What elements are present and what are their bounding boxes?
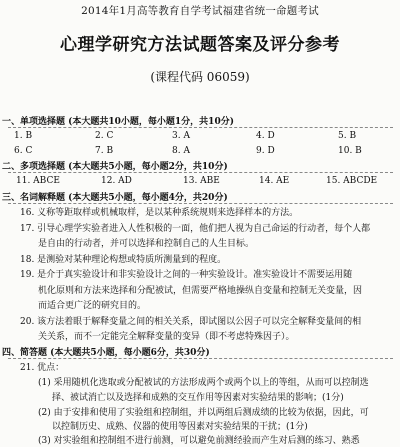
document-title: 心理学研究方法试题答案及评分参考 [60, 35, 340, 55]
answer-item: 15. ABCDE [326, 176, 378, 186]
answer-item: 6. C [14, 146, 33, 156]
answer-item: 13. ABE [183, 176, 220, 186]
answer-row [0, 175, 400, 187]
answer-text-line: 而适合更广泛的研究目的。 [38, 301, 147, 311]
exam-header: 2014年1月高等教育自学考试福建省统一命题考试 [81, 5, 319, 17]
section-divider [8, 203, 393, 204]
answer-item: 4. D [256, 131, 275, 141]
answer-text-line: 以控制历史、成熟、仪器的使用等因素对实验结果的干扰；(1分) [52, 422, 308, 432]
section-divider [8, 127, 393, 128]
section-heading-multiple-choice: 二、多项选择题 (本大题共5小题，每小题2分，共10分) [2, 162, 228, 172]
answer-text-line: 18. 是测验对某种理论构想或特质所测量到的程度。 [20, 255, 227, 265]
answer-item: 3. A [172, 131, 190, 141]
answer-text-line: (1) 采用随机化选取或分配被试的方法形成两个或两个以上的等组，从而可以控制选 [38, 378, 369, 388]
section-heading-term-explanation: 三、名词解释题 (本大题共5小题，每小题4分，共20分) [2, 193, 228, 203]
answer-text-line: 20. 该方法着眼于解释变量之间的相关关系，即试图以公因子可以完全解释变量间的相 [20, 317, 362, 327]
answer-text-line: 19. 是介于真实验设计和非实验设计之间的一种实验设计。准实验设计不需要运用随 [20, 270, 353, 280]
course-code: (课程代码 06059) [150, 70, 250, 84]
answer-text-line: 17. 引导心理学实验者进入人性积极的一面，他们把人视为自己命运的行动者，每个人都 [20, 224, 371, 234]
answer-row [0, 145, 400, 157]
answer-item: 7. B [95, 146, 114, 156]
answer-text-line: 21. 优点： [20, 363, 65, 373]
answer-text-line: (3) 对实验组和控制组不进行前测，可以避免前测经验而产生对后测的练习、熟悉 [38, 436, 360, 446]
section-divider [8, 172, 393, 173]
answer-item: 14. AE [259, 176, 290, 186]
answer-item: 11. ABCE [16, 176, 60, 186]
answer-text-line: 择、被试消亡以及选择和成熟的交互作用等因素对实验结果的影响；(1分) [52, 393, 344, 403]
answer-text-line: 16. 义称等距取样或机械取样，是以某种系统规则来选择样本的方法。 [20, 208, 299, 218]
answer-item: 5. B [338, 131, 357, 141]
answer-row [0, 130, 400, 142]
answer-text-line: (2) 由于安排和使用了实验组和控制组，并以两组后测成绩的比较为依据，因此，可 [38, 408, 369, 418]
answer-text-line: 是自由的行动者，并可以选择和控制自己的人生目标。 [38, 239, 255, 249]
answer-item: 1. B [14, 131, 33, 141]
answer-item: 9. D [256, 146, 275, 156]
section-heading-short-answer: 四、简答题 (本大题共5小题，每小题6分，共30分) [2, 348, 210, 358]
answer-item: 10. B [338, 146, 362, 156]
answer-text-line: 关关系，而不一定能完全解释变量的变异（即不考虑特殊因子）。 [38, 332, 295, 342]
section-heading-single-choice: 一、单项选择题 (本大题共10小题，每小题1分，共10分) [2, 117, 234, 127]
answer-item: 2. C [95, 131, 114, 141]
answer-item: 8. A [172, 146, 190, 156]
answer-item: 12. AD [101, 176, 132, 186]
section-divider [8, 358, 393, 359]
answer-text-line: 机化原则和方法来选择和分配被试，但需要严格地操纵自变量和控制无关变量，因 [38, 286, 363, 296]
